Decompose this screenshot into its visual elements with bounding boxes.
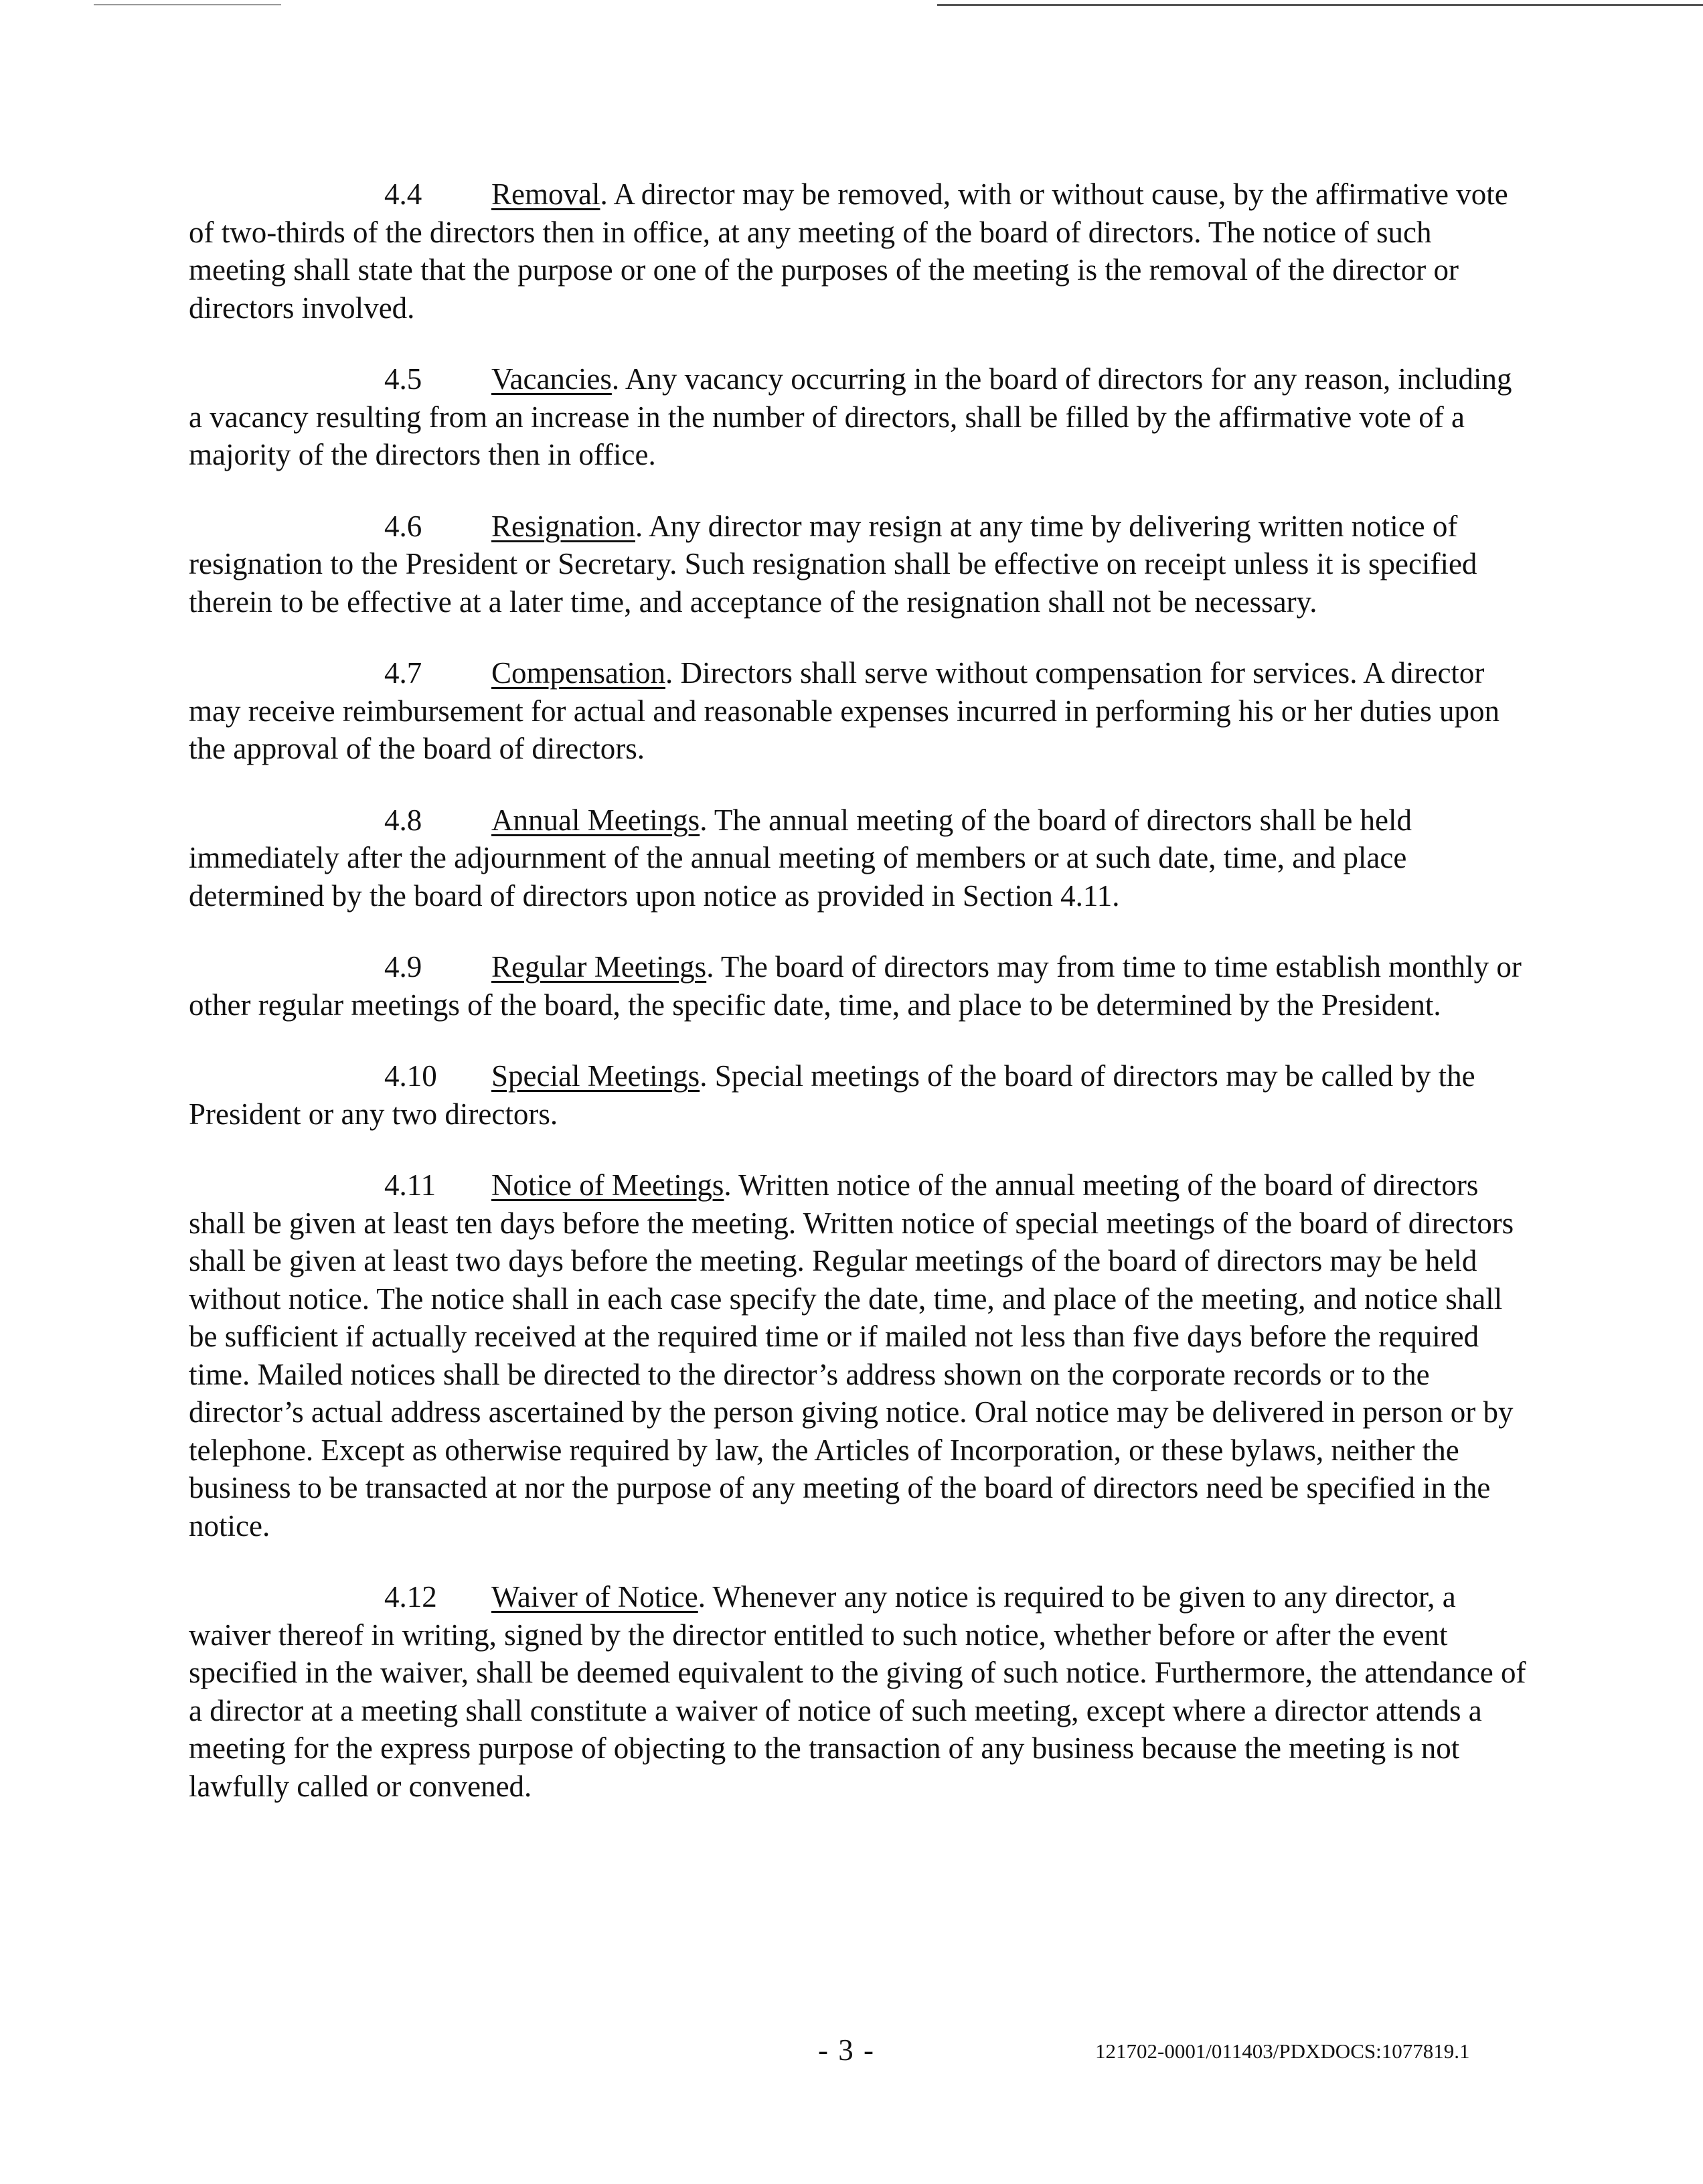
section-heading: Resignation [491, 509, 635, 543]
section-number: 4.4 [384, 177, 422, 211]
section-text: . A director may be removed, with or without cause, by the affirmative vote of two-thirds of the directors then in office, at any meeting of the board of directors. The notice of such meeting shall state that the purpose or one of the purposes of the meeting is the removal of the director or directors involved. [189, 177, 1508, 325]
section-number: 4.10 [384, 1059, 437, 1093]
section-text: . Special meetings of the board of directors may be called by the President or any two directors. [189, 1059, 1475, 1131]
section-4-10 [189, 1057, 1528, 1133]
section-heading: Special Meetings [491, 1059, 700, 1093]
section-text: . The board of directors may from time to time establish monthly or other regular meetings of the board, the specific date, time, and place to be determined by the President. [189, 950, 1522, 1022]
section-number: 4.6 [384, 509, 422, 543]
section-text: . Any vacancy occurring in the board of directors for any reason, including a vacancy resulting from an increase in the number of directors, shall be filled by the affirmative vote of a majority of the directors then in office. [189, 362, 1512, 471]
section-heading: Notice of Meetings [491, 1168, 724, 1202]
section-text: . Directors shall serve without compensation for services. A director may receive reimbursement for actual and reasonable expenses incurred in performing his or her duties upon the approval of the board of directors. [189, 656, 1500, 765]
document-id: 121702-0001/011403/PDXDOCS:1077819.1 [1095, 2039, 1470, 2063]
section-4-11 [189, 1166, 1528, 1545]
section-heading: Regular Meetings [491, 950, 707, 984]
section-4-9 [189, 948, 1528, 1024]
page-number: - 3 - [818, 2033, 875, 2067]
scan-artifact-line [94, 4, 281, 5]
section-4-4 [189, 175, 1528, 327]
section-heading: Compensation [491, 656, 665, 690]
section-number: 4.5 [384, 362, 422, 396]
section-number: 4.7 [384, 656, 422, 690]
section-4-6 [189, 508, 1528, 621]
section-4-8 [189, 801, 1528, 915]
section-4-12 [189, 1578, 1528, 1805]
section-number: 4.9 [384, 950, 422, 984]
scan-artifact-line [937, 4, 1703, 6]
section-number: 4.8 [384, 803, 422, 837]
section-text: . Whenever any notice is required to be given to any director, a waiver thereof in writing, signed by the director entitled to such notice, whether before or after the event specified in the waiver, shall be deemed equivalent to the giving of such notice. Furthermore, the attendance of a director at a meeting shall constitute a waiver of notice of such meeting, except where a director attends a meeting for the express purpose of objecting to the transaction of any business because the meeting is not lawfully called or convened. [189, 1580, 1526, 1803]
section-4-5 [189, 360, 1528, 474]
section-4-7 [189, 654, 1528, 768]
section-number: 4.11 [384, 1168, 436, 1202]
section-text: . Written notice of the annual meeting of the board of directors shall be given at least ten days before the meeting. Written notice of special meetings of the board of directors shall be given at least two days before the meeting. Regular meetings of the board of directors may be held without notice. The notice shall in each case specify the date, time, and place of the meeting, and notice shall be sufficient if actually received at the required time or if mailed not less than five days before the required time. Mailed notices shall be directed to the director’s address shown on the corporate records or to the director’s actual address ascertained by the person giving notice. Oral notice may be delivered in person or by telephone. Except as otherwise required by law, the Articles of Incorporation, or these bylaws, neither the business to be transacted at nor the purpose of any meeting of the board of directors need be specified in the notice. [189, 1168, 1514, 1543]
section-heading: Annual Meetings [491, 803, 700, 837]
section-heading: Vacancies [491, 362, 612, 396]
section-number: 4.12 [384, 1580, 437, 1614]
section-text: . The annual meeting of the board of directors shall be held immediately after the adjournment of the annual meeting of members or at such date, time, and place determined by the board of directors upon notice as provided in Section 4.11. [189, 803, 1412, 913]
section-text: . Any director may resign at any time by delivering written notice of resignation to the President or Secretary. Such resignation shall be effective on receipt unless it is specified therein to be effective at a later time, and acceptance of the resignation shall not be necessary. [189, 509, 1477, 619]
section-heading: Removal [491, 177, 600, 211]
document-body [189, 175, 1528, 1839]
section-heading: Waiver of Notice [491, 1580, 698, 1614]
